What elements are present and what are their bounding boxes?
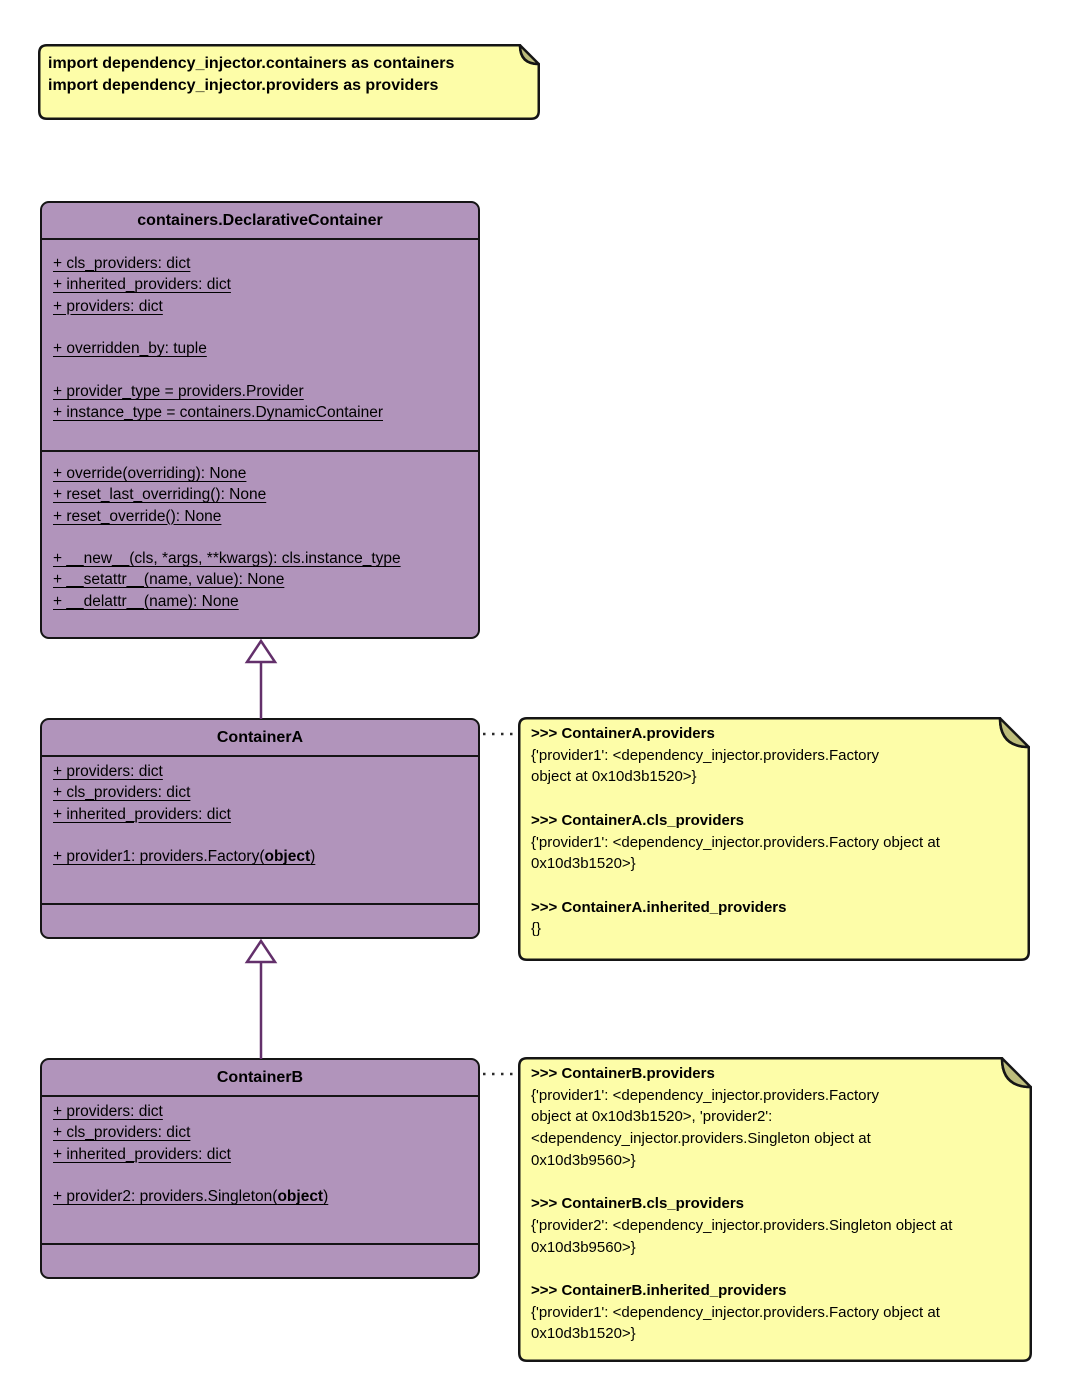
methods-compartment [42, 452, 478, 637]
attribute-line-provider1 [53, 846, 467, 867]
repl-output: {'provider2': <dependency_injector.providers.Singleton object at [531, 1216, 953, 1234]
attribute-line-provider2 [53, 1186, 467, 1207]
repl-output: 0x10d3b1520>} [531, 1325, 636, 1343]
class-title: ContainerB [42, 1060, 478, 1097]
repl-command: >>> ContainerA.cls_providers [531, 811, 745, 829]
repl-output: 0x10d3b9560>} [531, 1238, 636, 1256]
attributes-compartment [42, 757, 478, 905]
methods-compartment-empty [42, 1245, 478, 1277]
repl-command: >>> ContainerA.providers [531, 725, 715, 742]
note-text [518, 717, 1030, 946]
attribute-line: + providers: dict [53, 297, 163, 315]
repl-command: >>> ContainerB.cls_providers [531, 1195, 745, 1213]
attributes-compartment [42, 240, 478, 452]
attribute-line: + provider_type = providers.Provider [53, 382, 304, 400]
repl-output: object at 0x10d3b1520>, 'provider2': [531, 1108, 773, 1126]
note-container-a-output [518, 717, 1030, 961]
repl-output: {'provider1': <dependency_injector.providers.Factory object at [531, 833, 940, 851]
attr-text: + provider2: providers.Singleton( [53, 1188, 278, 1206]
method-line: + __setattr__(name, value): None [53, 571, 285, 589]
method-line: + __delattr__(name): None [53, 592, 239, 610]
class-box-declarative-container [40, 201, 480, 639]
attr-text: ) [323, 1188, 329, 1206]
attr-arg-bold: object [264, 848, 311, 866]
blank-line [531, 875, 1017, 897]
blank-line [53, 527, 467, 548]
attr-text: + provider1: providers.Factory( [53, 848, 265, 866]
repl-output: {'provider1': <dependency_injector.providers.Factory [531, 746, 880, 764]
attr-arg-bold: object [277, 1188, 324, 1206]
attribute-line: + inherited_providers: dict [53, 1145, 231, 1163]
repl-output: {'provider1': <dependency_injector.providers.Factory [531, 1086, 880, 1104]
repl-output: {'provider1': <dependency_injector.providers.Factory object at [531, 1303, 940, 1321]
import-note-text [38, 44, 540, 106]
blank-line [53, 825, 467, 846]
class-box-container-a [40, 718, 480, 939]
class-title: containers.DeclarativeContainer [42, 203, 478, 240]
repl-output: object at 0x10d3b1520>} [531, 768, 697, 786]
method-line: + reset_override(): None [53, 507, 222, 525]
import-note [38, 44, 540, 120]
method-line: + override(overriding): None [53, 465, 247, 482]
import-statement: import dependency_injector.containers as containers [48, 55, 455, 72]
class-box-container-b [40, 1058, 480, 1279]
attribute-line: + overridden_by: tuple [53, 340, 207, 358]
attribute-line: + providers: dict [53, 1103, 163, 1120]
blank-line [53, 317, 467, 338]
repl-command: >>> ContainerB.inherited_providers [531, 1282, 787, 1299]
method-line: + reset_last_overriding(): None [53, 486, 267, 504]
repl-output: 0x10d3b9560>} [531, 1151, 636, 1169]
repl-output: <dependency_injector.providers.Singleton object at [531, 1130, 871, 1148]
blank-line [531, 788, 1017, 810]
import-statement: import dependency_injector.providers as providers [48, 77, 439, 94]
attr-text: ) [310, 848, 316, 866]
blank-line [531, 1172, 1019, 1194]
blank-line [531, 1258, 1019, 1280]
blank-line [53, 359, 467, 380]
attribute-line: + cls_providers: dict [53, 784, 191, 802]
attribute-line: + instance_type = containers.DynamicContainer [53, 404, 383, 422]
attributes-compartment [42, 1097, 478, 1245]
note-text [518, 1057, 1032, 1351]
inheritance-arrowhead-icon [247, 941, 275, 962]
repl-command: >>> ContainerA.inherited_providers [531, 898, 787, 916]
repl-command: >>> ContainerB.providers [531, 1065, 715, 1082]
blank-line [53, 1165, 467, 1186]
repl-output: {} [531, 920, 542, 938]
attribute-line: + cls_providers: dict [53, 255, 191, 272]
methods-compartment-empty [42, 905, 478, 937]
method-line: + __new__(cls, *args, **kwargs): cls.instance_type [53, 550, 401, 568]
attribute-line: + providers: dict [53, 763, 163, 780]
class-title: ContainerA [42, 720, 478, 757]
repl-output: 0x10d3b1520>} [531, 855, 636, 873]
attribute-line: + cls_providers: dict [53, 1124, 191, 1142]
note-container-b-output [518, 1057, 1032, 1362]
inheritance-arrowhead-icon [247, 641, 275, 662]
attribute-line: + inherited_providers: dict [53, 276, 231, 294]
attribute-line: + inherited_providers: dict [53, 805, 231, 823]
